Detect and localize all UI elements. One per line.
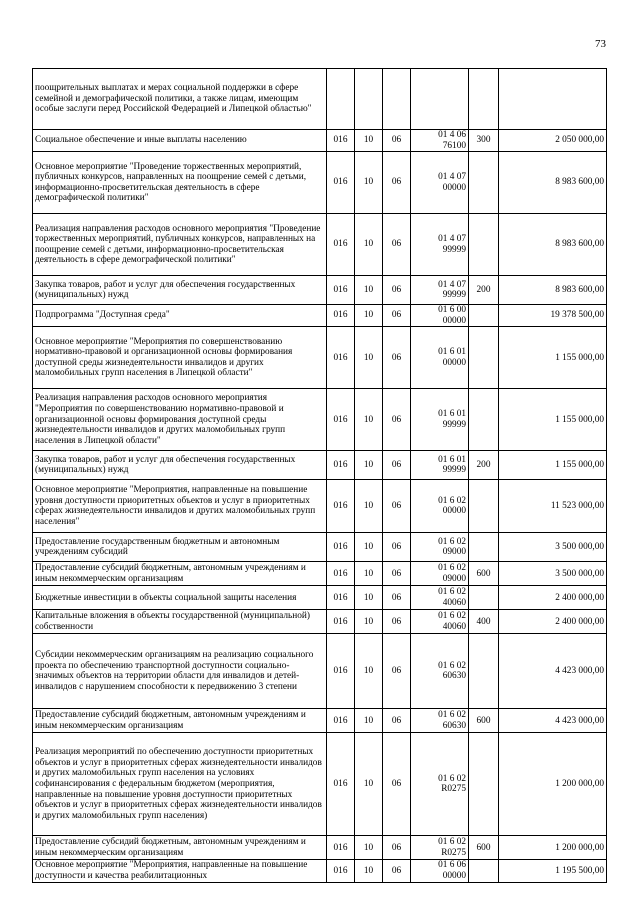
expense-type-code: 600	[469, 709, 499, 733]
ministry-code: 016	[327, 152, 355, 214]
amount: 2 400 000,00	[499, 586, 607, 610]
subsection-code: 06	[383, 709, 411, 733]
amount: 8 983 600,00	[499, 214, 607, 276]
section-code: 10	[355, 533, 383, 562]
expense-type-code: 300	[469, 130, 499, 152]
amount: 2 050 000,00	[499, 130, 607, 152]
ministry-code: 016	[327, 327, 355, 389]
target-article-code	[411, 69, 469, 130]
row-name: Субсидии некоммерческим организациям на реализацию социального проекта по обеспечению транспортной доступности социально-значимых объектов на территории области для инвалидов и детей-инвалидов с нарушением способности к передвижению 3 степени	[33, 634, 327, 709]
row-name: Подпрограмма "Доступная среда"	[33, 305, 327, 327]
table-row	[33, 562, 607, 586]
target-article-code: 01 4 07 99999	[411, 214, 469, 276]
section-code: 10	[355, 276, 383, 305]
row-name: Предоставление субсидий бюджетным, автономным учреждениям и иным некоммерческим организациям	[33, 836, 327, 860]
expense-type-code	[469, 586, 499, 610]
subsection-code: 06	[383, 130, 411, 152]
section-code: 10	[355, 709, 383, 733]
row-name: Предоставление субсидий бюджетным, автономным учреждениям и иным некоммерческим организациям	[33, 709, 327, 733]
table-row	[33, 836, 607, 860]
target-article-code: 01 6 02 09000	[411, 562, 469, 586]
row-name: Предоставление государственным бюджетным и автономным учреждениям субсидий	[33, 533, 327, 562]
subsection-code: 06	[383, 480, 411, 533]
amount: 1 155 000,00	[499, 451, 607, 480]
ministry-code: 016	[327, 451, 355, 480]
table-row	[33, 860, 607, 882]
ministry-code: 016	[327, 586, 355, 610]
budget-table-body	[33, 69, 607, 883]
budget-table	[32, 68, 607, 883]
row-name: Реализация мероприятий по обеспечению доступности приоритетных объектов и услуг в приоритетных сферах жизнедеятельности инвалидов и других маломобильных групп населения на условиях софинансирования с федеральным бюджетом (мероприятия, направленные на повышение уровня доступности приоритетных объектов и услуг в приоритетных сферах жизнедеятельности инвалидов и других маломобильных групп населения)	[33, 733, 327, 836]
table-row	[33, 327, 607, 389]
table-row	[33, 276, 607, 305]
target-article-code: 01 6 02 09000	[411, 533, 469, 562]
expense-type-code: 600	[469, 836, 499, 860]
table-row	[33, 451, 607, 480]
section-code: 10	[355, 610, 383, 634]
row-name: Капитальные вложения в объекты государственной (муниципальной) собственности	[33, 610, 327, 634]
target-article-code: 01 6 02 00000	[411, 480, 469, 533]
table-row	[33, 480, 607, 533]
row-name: Основное мероприятие "Проведение торжественных мероприятий, публичных конкурсов, направленных на поощрение семей с детьми, информационно-просветительская деятельность в сфере демографической политики"	[33, 152, 327, 214]
expense-type-code	[469, 860, 499, 882]
table-row	[33, 533, 607, 562]
target-article-code: 01 6 06 00000	[411, 860, 469, 882]
expense-type-code	[469, 305, 499, 327]
amount: 3 500 000,00	[499, 533, 607, 562]
expense-type-code	[469, 634, 499, 709]
section-code: 10	[355, 305, 383, 327]
section-code: 10	[355, 327, 383, 389]
table-row	[33, 634, 607, 709]
section-code	[355, 69, 383, 130]
table-row	[33, 389, 607, 451]
row-name: поощрительных выплатах и мерах социальной поддержки в сфере семейной и демографической политики, а также лицам, имеющим особые заслуги перед Российской Федерацией и Липецкой областью"	[33, 69, 327, 130]
subsection-code: 06	[383, 327, 411, 389]
ministry-code: 016	[327, 276, 355, 305]
row-name: Социальное обеспечение и иные выплаты населению	[33, 130, 327, 152]
row-name: Основное мероприятие "Мероприятия по совершенствованию нормативно-правовой и организационной основы формирования доступной среды жизнедеятельности инвалидов и других маломобильных групп населения в Липецкой области"	[33, 327, 327, 389]
ministry-code: 016	[327, 709, 355, 733]
subsection-code: 06	[383, 610, 411, 634]
section-code: 10	[355, 214, 383, 276]
ministry-code: 016	[327, 130, 355, 152]
amount: 1 200 000,00	[499, 733, 607, 836]
subsection-code: 06	[383, 276, 411, 305]
target-article-code: 01 6 02 R0275	[411, 836, 469, 860]
subsection-code: 06	[383, 836, 411, 860]
expense-type-code	[469, 480, 499, 533]
table-row	[33, 69, 607, 130]
amount: 1 195 500,00	[499, 860, 607, 882]
target-article-code: 01 4 06 76100	[411, 130, 469, 152]
ministry-code: 016	[327, 860, 355, 882]
row-name: Предоставление субсидий бюджетным, автономным учреждениям и иным некоммерческим организациям	[33, 562, 327, 586]
table-row	[33, 610, 607, 634]
table-row	[33, 733, 607, 836]
expense-type-code: 600	[469, 562, 499, 586]
amount: 2 400 000,00	[499, 610, 607, 634]
row-name: Основное мероприятие "Мероприятия, направленные на повышение уровня доступности приоритетных объектов и услуг в приоритетных сферах жизнедеятельности инвалидов и других маломобильных групп населения"	[33, 480, 327, 533]
target-article-code: 01 6 01 99999	[411, 389, 469, 451]
amount: 1 155 000,00	[499, 327, 607, 389]
row-name: Бюджетные инвестиции в объекты социальной защиты населения	[33, 586, 327, 610]
expense-type-code	[469, 152, 499, 214]
amount: 1 200 000,00	[499, 836, 607, 860]
ministry-code: 016	[327, 733, 355, 836]
expense-type-code	[469, 327, 499, 389]
subsection-code: 06	[383, 389, 411, 451]
section-code: 10	[355, 389, 383, 451]
expense-type-code: 400	[469, 610, 499, 634]
section-code: 10	[355, 860, 383, 882]
target-article-code: 01 6 02 40060	[411, 586, 469, 610]
subsection-code: 06	[383, 562, 411, 586]
ministry-code: 016	[327, 533, 355, 562]
section-code: 10	[355, 733, 383, 836]
amount: 8 983 600,00	[499, 276, 607, 305]
section-code: 10	[355, 152, 383, 214]
section-code: 10	[355, 451, 383, 480]
row-name: Реализация направления расходов основного мероприятия "Проведение торжественных мероприятий, публичных конкурсов, направленных на поощрение семей с детьми, информационно-просветительская деятельность в сфере демографической политики"	[33, 214, 327, 276]
target-article-code: 01 6 02 60630	[411, 709, 469, 733]
ministry-code: 016	[327, 610, 355, 634]
section-code: 10	[355, 480, 383, 533]
row-name: Закупка товаров, работ и услуг для обеспечения государственных (муниципальных) нужд	[33, 276, 327, 305]
table-row	[33, 152, 607, 214]
section-code: 10	[355, 634, 383, 709]
section-code: 10	[355, 586, 383, 610]
expense-type-code	[469, 733, 499, 836]
target-article-code: 01 6 01 00000	[411, 327, 469, 389]
ministry-code: 016	[327, 480, 355, 533]
section-code: 10	[355, 562, 383, 586]
expense-type-code	[469, 214, 499, 276]
expense-type-code	[469, 389, 499, 451]
table-row	[33, 305, 607, 327]
subsection-code: 06	[383, 586, 411, 610]
row-name: Реализация направления расходов основного мероприятия "Мероприятия по совершенствованию нормативно-правовой и организационной основы формирования доступной среды жизнедеятельности инвалидов и других маломобильных групп населения в Липецкой области"	[33, 389, 327, 451]
ministry-code: 016	[327, 634, 355, 709]
amount	[499, 69, 607, 130]
amount: 19 378 500,00	[499, 305, 607, 327]
subsection-code: 06	[383, 451, 411, 480]
subsection-code: 06	[383, 305, 411, 327]
amount: 4 423 000,00	[499, 709, 607, 733]
amount: 11 523 000,00	[499, 480, 607, 533]
subsection-code: 06	[383, 634, 411, 709]
target-article-code: 01 4 07 00000	[411, 152, 469, 214]
section-code: 10	[355, 130, 383, 152]
subsection-code: 06	[383, 214, 411, 276]
ministry-code: 016	[327, 389, 355, 451]
table-row	[33, 586, 607, 610]
ministry-code: 016	[327, 562, 355, 586]
subsection-code	[383, 69, 411, 130]
row-name: Основное мероприятие "Мероприятия, направленные на повышение доступности и качества реабилитационных	[33, 860, 327, 882]
ministry-code: 016	[327, 305, 355, 327]
target-article-code: 01 4 07 99999	[411, 276, 469, 305]
row-name: Закупка товаров, работ и услуг для обеспечения государственных (муниципальных) нужд	[33, 451, 327, 480]
expense-type-code	[469, 533, 499, 562]
section-code: 10	[355, 836, 383, 860]
subsection-code: 06	[383, 733, 411, 836]
amount: 4 423 000,00	[499, 634, 607, 709]
expense-type-code: 200	[469, 276, 499, 305]
target-article-code: 01 6 02 60630	[411, 634, 469, 709]
amount: 1 155 000,00	[499, 389, 607, 451]
table-row	[33, 709, 607, 733]
subsection-code: 06	[383, 860, 411, 882]
target-article-code: 01 6 00 00000	[411, 305, 469, 327]
target-article-code: 01 6 02 40060	[411, 610, 469, 634]
expense-type-code	[469, 69, 499, 130]
target-article-code: 01 6 01 99999	[411, 451, 469, 480]
table-row	[33, 130, 607, 152]
ministry-code	[327, 69, 355, 130]
table-row	[33, 214, 607, 276]
amount: 8 983 600,00	[499, 152, 607, 214]
subsection-code: 06	[383, 152, 411, 214]
subsection-code: 06	[383, 533, 411, 562]
expense-type-code: 200	[469, 451, 499, 480]
ministry-code: 016	[327, 836, 355, 860]
target-article-code: 01 6 02 R0275	[411, 733, 469, 836]
ministry-code: 016	[327, 214, 355, 276]
page-number: 73	[595, 38, 606, 50]
amount: 3 500 000,00	[499, 562, 607, 586]
